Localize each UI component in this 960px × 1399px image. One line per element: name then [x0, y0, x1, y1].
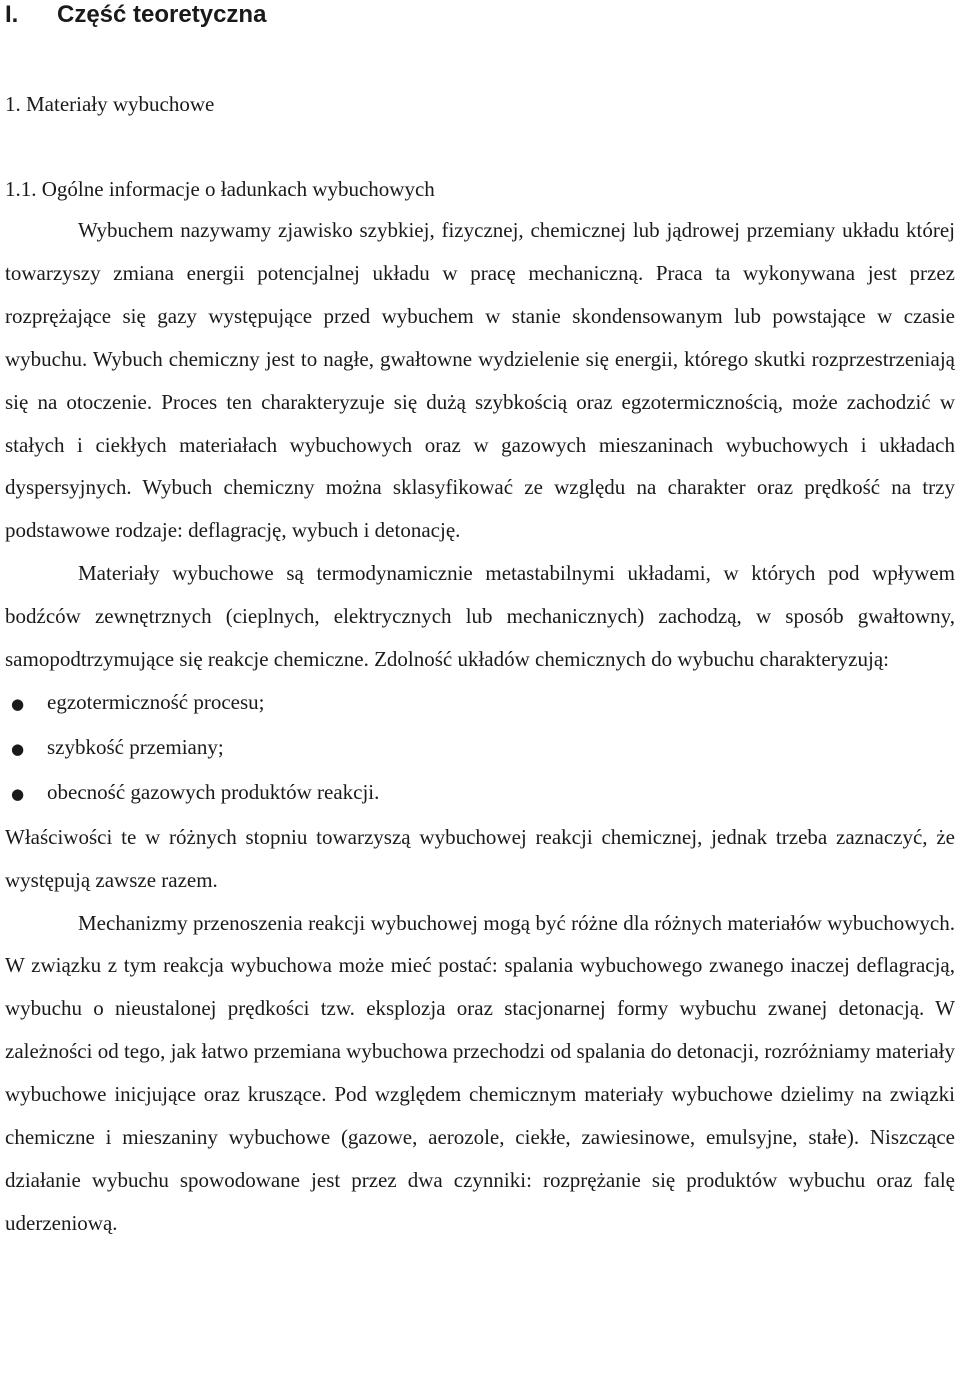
list-item-text: szybkość przemiany; [47, 734, 224, 759]
list-item [5, 681, 955, 726]
paragraph-properties: Właściwości te w różnych stopniu towarzyszą wybuchowej reakcji chemicznej, jednak trzeba zaznaczyć, że występują zawsze razem. [5, 824, 955, 892]
section-heading [5, 0, 955, 30]
section-title: Część teoretyczna [57, 1, 267, 28]
bullet-list [5, 681, 955, 816]
list-item-text: egzotermiczność procesu; [47, 689, 265, 714]
bullet-icon: ● [11, 739, 25, 758]
paragraph-explosion-definition: Wybuchem nazywamy zjawisko szybkiej, fizycznej, chemicznej lub jądrowej przemiany układu której towarzyszy zmiana energii potencjalnej układu w pracę mechaniczną. Praca ta wykonywana jest przez rozprężające się gazy występujące przed wybuchem w stanie skondensowanym lub powstające w czasie wybuchu. Wybuch chemiczny jest to nagłe, gwałtowne wydzielenie się energii, którego skutki rozprzestrzeniają się na otoczenie. Proces ten charakteryzuje się dużą szybkością oraz egzotermicznością, może zachodzić w stałych i ciekłych materiałach wybuchowych oraz w gazowych mieszaninach wybuchowych i układach dyspersyjnych. Wybuch chemiczny można sklasyfikować ze względu na charakter oraz prędkość na trzy podstawowe rodzaje: deflagrację, wybuch i detonację. [5, 218, 955, 543]
chapter-heading: 1. Materiały wybuchowe [5, 92, 215, 116]
paragraph-explosive-materials: Materiały wybuchowe są termodynamicznie metastabilnymi układami, w których pod wpływem bodźców zewnętrznych (cieplnych, elektrycznych lub mechanicznych) zachodzą, w sposób gwałtowny, samopodtrzymujące się reakcje chemiczne. Zdolność układów chemicznych do wybuchu charakteryzują: [5, 561, 955, 672]
paragraph-mechanisms: Mechanizmy przenoszenia reakcji wybuchowej mogą być różne dla różnych materiałów wybuchowych. W związku z tym reakcja wybuchowa może mieć postać: spalania wybuchowego zwanego inaczej deflagracją, wybuchu o nieustalonej prędkości tzw. eksplozja oraz stacjonarnej formy wybuchu zwanej detonacją. W zależności od tego, jak łatwo przemiana wybuchowa przechodzi od spalania do detonacji, rozróżniamy materiały wybuchowe inicjujące oraz kruszące. Pod względem chemicznym materiały wybuchowe dzielimy na związki chemiczne i mieszaniny wybuchowe (gazowe, aerozole, ciekłe, zawiesinowe, emulsyjne, stałe). Niszczące działanie wybuchu spowodowane jest przez dwa czynniki: rozprężanie się produktów wybuchu oraz falę uderzeniową. [5, 910, 955, 1235]
bullet-icon: ● [11, 694, 25, 713]
subchapter-heading: 1.1. Ogólne informacje o ładunkach wybuchowych [5, 177, 435, 201]
bullet-icon: ● [11, 784, 25, 803]
list-item [5, 771, 955, 816]
list-item-text: obecność gazowych produktów reakcji. [47, 779, 380, 804]
document-body [5, 209, 955, 1245]
section-number: I. [5, 1, 19, 28]
list-item [5, 726, 955, 771]
